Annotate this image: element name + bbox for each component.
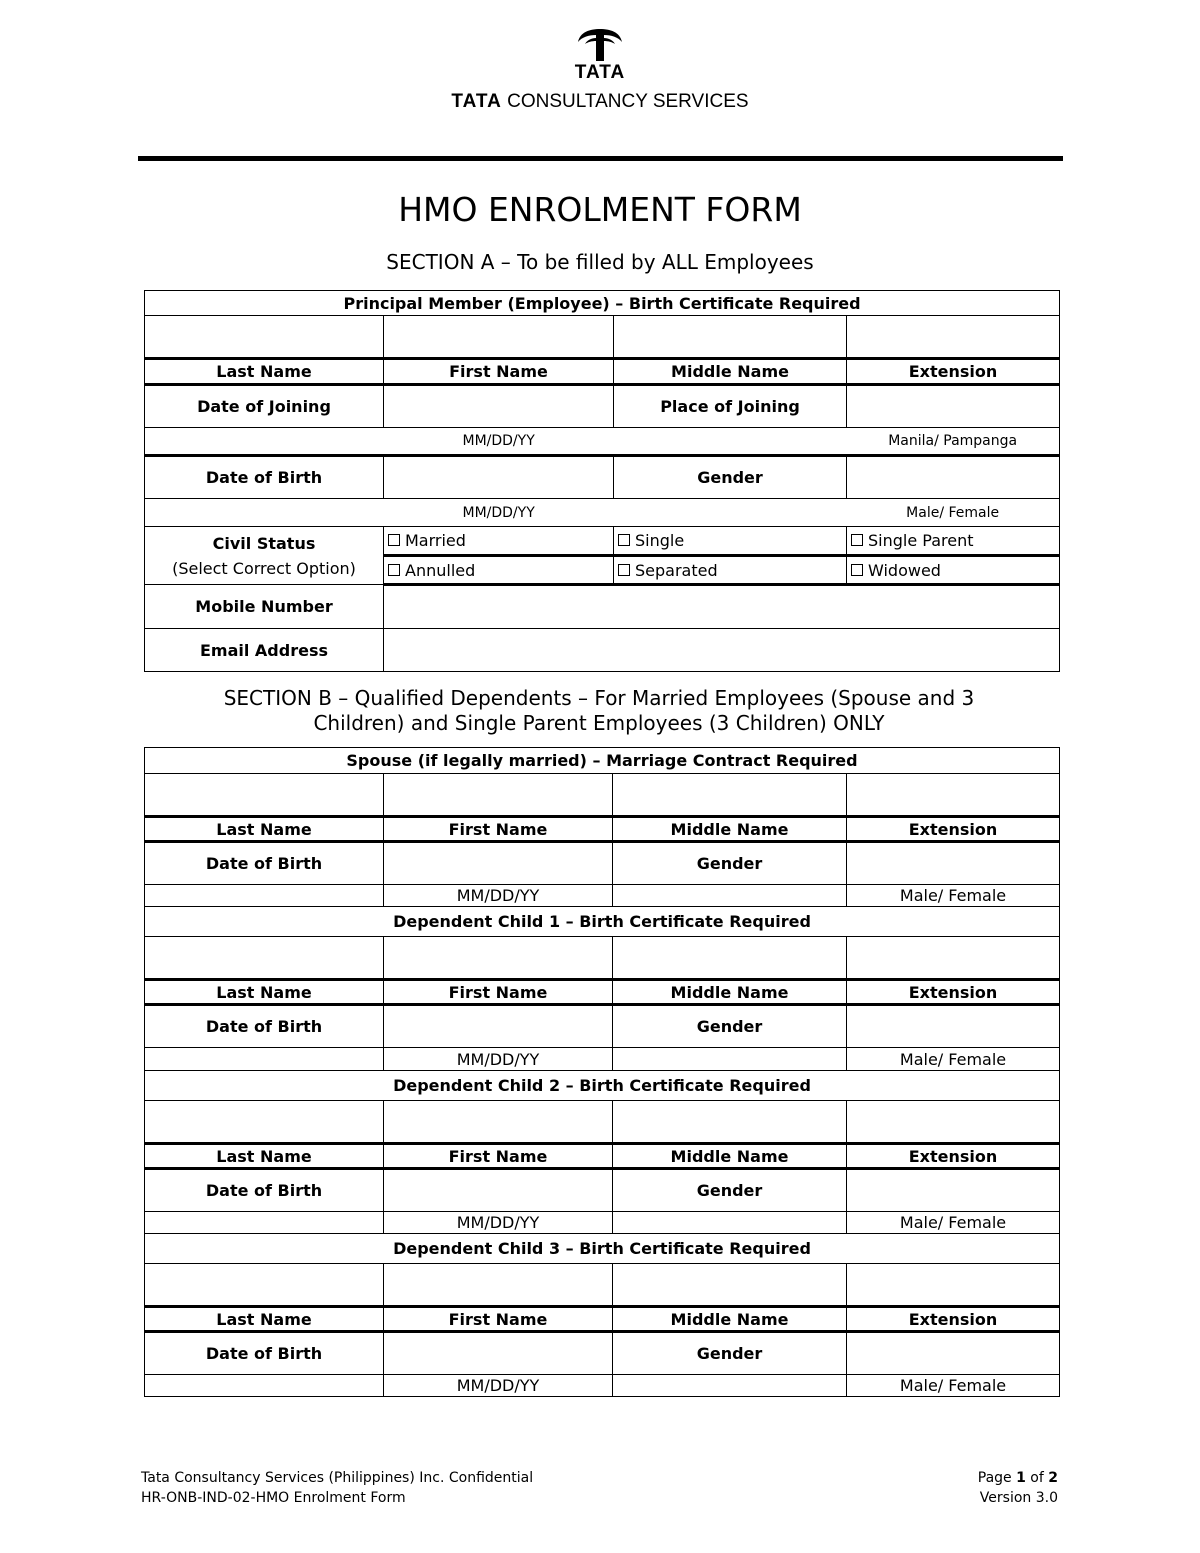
child2-gender-hint: Male/ Female: [847, 1212, 1060, 1234]
child1-first-name-label: First Name: [384, 980, 613, 1005]
principal-member-title: Principal Member (Employee) – Birth Certificate Required: [145, 291, 1060, 316]
header-divider: [138, 156, 1063, 161]
checkbox-icon[interactable]: [388, 564, 400, 576]
version-label: Version 3.0: [979, 1490, 1058, 1506]
brand-wordmark: TATA: [574, 62, 626, 83]
company-name-bold: TATA: [451, 91, 502, 112]
child2-title: Dependent Child 2 – Birth Certificate Required: [145, 1071, 1060, 1101]
option-annulled-label: Annulled: [405, 560, 476, 580]
civil-status-note: (Select Correct Option): [172, 558, 356, 578]
footer-right: [978, 1468, 1058, 1508]
child3-dob-hint: MM/DD/YY: [384, 1375, 613, 1397]
spouse-gender-hint: Male/ Female: [847, 885, 1060, 907]
child1-extension-label: Extension: [847, 980, 1060, 1005]
spouse-middle-name-field[interactable]: [613, 774, 847, 817]
first-name-label: First Name: [384, 359, 614, 385]
child3-first-name-field[interactable]: [384, 1264, 613, 1307]
child1-hint-blank: [145, 1048, 384, 1071]
section-a-heading: SECTION A – To be filled by ALL Employees: [386, 250, 814, 274]
civil-status-cell: [145, 527, 384, 585]
section-b-heading-line2: Children) and Single Parent Employees (3 Children) ONLY: [313, 711, 885, 735]
option-separated-label: Separated: [635, 560, 718, 580]
section-b-heading: [140, 686, 1058, 736]
spouse-middle-name-label: Middle Name: [613, 817, 847, 842]
extension-field[interactable]: [847, 316, 1060, 359]
child1-dob-label: Date of Birth: [145, 1005, 384, 1048]
child2-gender-label: Gender: [613, 1169, 847, 1212]
option-single-parent[interactable]: [847, 527, 1060, 556]
page-indicator: [978, 1468, 1058, 1488]
option-separated[interactable]: [614, 556, 847, 585]
child2-hint-blank-2: [613, 1212, 847, 1234]
option-married-label: Married: [405, 531, 466, 550]
child1-extension-field[interactable]: [847, 937, 1060, 980]
email-address-field[interactable]: [384, 629, 1060, 672]
child1-title: Dependent Child 1 – Birth Certificate Required: [145, 907, 1060, 937]
extension-label: Extension: [847, 359, 1060, 385]
spouse-gender-label: Gender: [613, 842, 847, 885]
child2-extension-field[interactable]: [847, 1101, 1060, 1144]
child3-gender-field[interactable]: [847, 1332, 1060, 1375]
checkbox-icon[interactable]: [851, 564, 863, 576]
child3-middle-name-label: Middle Name: [613, 1307, 847, 1332]
child2-hint-blank: [145, 1212, 384, 1234]
page-total: 2: [1048, 1470, 1058, 1486]
spouse-last-name-label: Last Name: [145, 817, 384, 842]
date-of-birth-label: Date of Birth: [145, 456, 384, 499]
place-of-joining-field[interactable]: [847, 385, 1060, 428]
checkbox-icon[interactable]: [388, 534, 400, 546]
form-title: HMO ENROLMENT FORM: [398, 190, 802, 229]
child1-hint-blank-2: [613, 1048, 847, 1071]
page-of: of: [1025, 1470, 1049, 1486]
date-format-hint: MM/DD/YY: [462, 433, 535, 449]
child2-dob-field[interactable]: [384, 1169, 613, 1212]
option-widowed-label: Widowed: [868, 560, 941, 580]
spouse-first-name-label: First Name: [384, 817, 613, 842]
page-prefix: Page: [977, 1470, 1017, 1486]
child3-first-name-label: First Name: [384, 1307, 613, 1332]
child3-extension-label: Extension: [847, 1307, 1060, 1332]
footer-confidential: Tata Consultancy Services (Philippines) Inc. Confidential: [141, 1470, 534, 1486]
option-widowed[interactable]: [847, 556, 1060, 585]
child1-gender-field[interactable]: [847, 1005, 1060, 1048]
date-of-joining-field[interactable]: [384, 385, 614, 428]
child1-middle-name-field[interactable]: [613, 937, 847, 980]
child3-gender-hint: Male/ Female: [847, 1375, 1060, 1397]
footer-left: [141, 1468, 533, 1508]
birth-hints-row: [145, 499, 1060, 527]
child1-middle-name-label: Middle Name: [613, 980, 847, 1005]
tata-emblem-icon: [575, 28, 625, 62]
checkbox-icon[interactable]: [851, 534, 863, 546]
date-of-joining-label: Date of Joining: [145, 385, 384, 428]
spouse-dob-label: Date of Birth: [145, 842, 384, 885]
footer-doc-id: HR-ONB-IND-02-HMO Enrolment Form: [141, 1490, 406, 1506]
child3-gender-label: Gender: [613, 1332, 847, 1375]
option-married[interactable]: [384, 527, 614, 556]
child3-title: Dependent Child 3 – Birth Certificate Required: [145, 1234, 1060, 1264]
child1-first-name-field[interactable]: [384, 937, 613, 980]
spouse-hint-blank-2: [613, 885, 847, 907]
spouse-first-name-field[interactable]: [384, 774, 613, 817]
child3-extension-field[interactable]: [847, 1264, 1060, 1307]
option-single-label: Single: [635, 531, 685, 550]
mobile-number-field[interactable]: [384, 585, 1060, 629]
middle-name-label: Middle Name: [614, 359, 847, 385]
child3-dob-field[interactable]: [384, 1332, 613, 1375]
dob-format-hint: MM/DD/YY: [462, 504, 535, 521]
gender-hint: Male/ Female: [906, 504, 1000, 521]
last-name-label: Last Name: [145, 359, 384, 385]
place-hint: Manila/ Pampanga: [888, 433, 1018, 449]
spouse-gender-field[interactable]: [847, 842, 1060, 885]
dependents-table: [144, 747, 1060, 1397]
civil-status-label: Civil Status: [212, 533, 316, 553]
child1-dob-field[interactable]: [384, 1005, 613, 1048]
child3-middle-name-field[interactable]: [613, 1264, 847, 1307]
mobile-number-label: Mobile Number: [145, 585, 384, 629]
child2-last-name-field[interactable]: [145, 1101, 384, 1144]
child2-gender-field[interactable]: [847, 1169, 1060, 1212]
spouse-last-name-field[interactable]: [145, 774, 384, 817]
child2-first-name-label: First Name: [384, 1144, 613, 1169]
principal-member-table: [144, 290, 1060, 672]
section-b-heading-line1: SECTION B – Qualified Dependents – For Married Employees (Spouse and 3: [223, 686, 975, 710]
child2-extension-label: Extension: [847, 1144, 1060, 1169]
gender-field[interactable]: [847, 456, 1060, 499]
child3-last-name-label: Last Name: [145, 1307, 384, 1332]
child2-middle-name-field[interactable]: [613, 1101, 847, 1144]
child2-first-name-field[interactable]: [384, 1101, 613, 1144]
child1-dob-hint: MM/DD/YY: [384, 1048, 613, 1071]
child1-last-name-field[interactable]: [145, 937, 384, 980]
child2-last-name-label: Last Name: [145, 1144, 384, 1169]
child3-hint-blank-2: [613, 1375, 847, 1397]
page-current: 1: [1016, 1470, 1026, 1486]
middle-name-field[interactable]: [614, 316, 847, 359]
company-name: [0, 91, 1200, 113]
gender-label: Gender: [614, 456, 847, 499]
spouse-dob-hint: MM/DD/YY: [384, 885, 613, 907]
joining-hints-row: [145, 428, 1060, 456]
child3-dob-label: Date of Birth: [145, 1332, 384, 1375]
child1-gender-label: Gender: [613, 1005, 847, 1048]
checkbox-icon[interactable]: [618, 564, 630, 576]
spouse-extension-label: Extension: [847, 817, 1060, 842]
spouse-hint-blank: [145, 885, 384, 907]
spouse-title: Spouse (if legally married) – Marriage Contract Required: [145, 748, 1060, 774]
child3-last-name-field[interactable]: [145, 1264, 384, 1307]
company-name-rest: CONSULTANCY SERVICES: [501, 91, 749, 112]
child1-last-name-label: Last Name: [145, 980, 384, 1005]
option-single[interactable]: [614, 527, 847, 556]
spouse-extension-field[interactable]: [847, 774, 1060, 817]
option-annulled[interactable]: [384, 556, 614, 585]
child2-dob-hint: MM/DD/YY: [384, 1212, 613, 1234]
last-name-field[interactable]: [145, 316, 384, 359]
child3-hint-blank: [145, 1375, 384, 1397]
date-of-birth-field[interactable]: [384, 456, 614, 499]
company-logo: [0, 28, 1200, 113]
checkbox-icon[interactable]: [618, 534, 630, 546]
child1-gender-hint: Male/ Female: [847, 1048, 1060, 1071]
place-of-joining-label: Place of Joining: [614, 385, 847, 428]
child2-middle-name-label: Middle Name: [613, 1144, 847, 1169]
spouse-dob-field[interactable]: [384, 842, 613, 885]
option-single-parent-label: Single Parent: [868, 531, 974, 550]
child2-dob-label: Date of Birth: [145, 1169, 384, 1212]
email-address-label: Email Address: [145, 629, 384, 672]
first-name-field[interactable]: [384, 316, 614, 359]
